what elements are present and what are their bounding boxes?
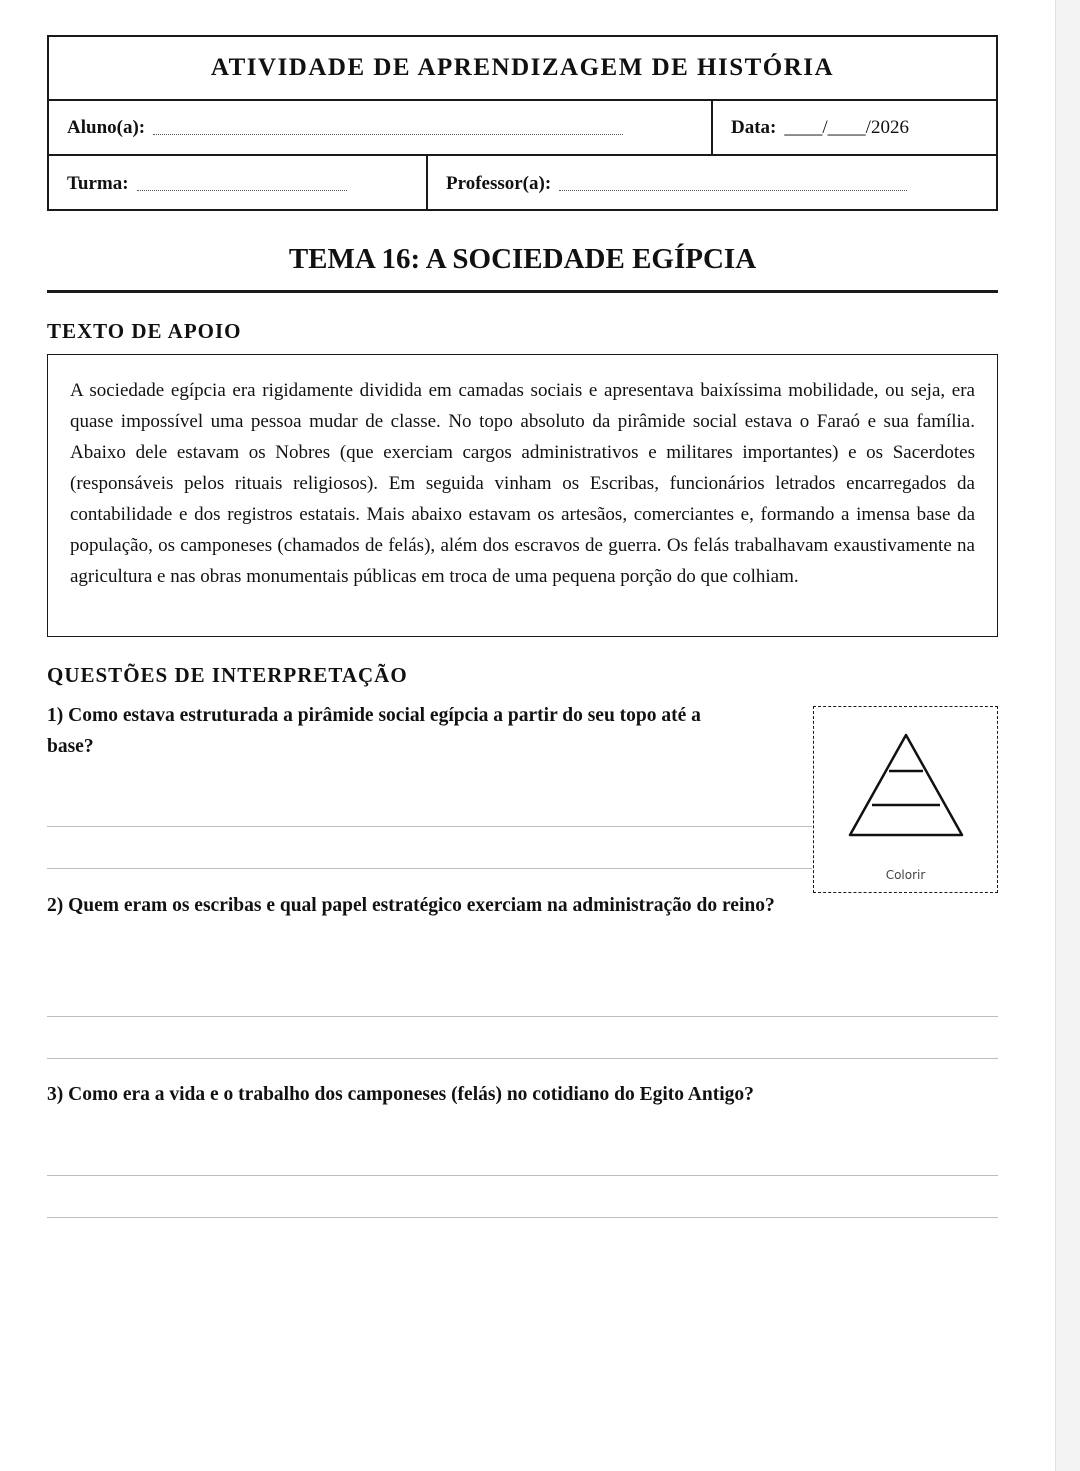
pyramid-label: Colorir <box>885 868 926 882</box>
student-label: Aluno(a): <box>67 116 146 138</box>
answer-line[interactable] <box>47 826 812 827</box>
answer-line[interactable] <box>47 1175 998 1176</box>
teacher-field[interactable] <box>559 176 907 191</box>
teacher-cell <box>428 156 996 211</box>
worksheet-title: ATIVIDADE DE APRENDIZAGEM DE HISTÓRIA <box>49 37 996 101</box>
question-2: 2) Quem eram os escribas e qual papel estratégico exerciam na administração do reino? <box>47 895 775 916</box>
header-row-student <box>49 101 996 156</box>
date-cell <box>713 101 996 154</box>
support-heading: TEXTO DE APOIO <box>47 319 242 343</box>
class-cell <box>49 156 428 211</box>
support-text: A sociedade egípcia era rigidamente dividida em camadas sociais e apresentava baixíssima mobilidade, ou seja, era quase impossível uma pessoa mudar de classe. No topo absoluto da pirâmide social estava o Faraó e sua família. Abaixo dele estavam os Nobres (que exerciam cargos administrativos e militares importantes) e os Sacerdotes (responsáveis pelos rituais religiosos). Em seguida vinham os Escribas, funcionários letrados encarregados da contabilidade e dos registros estatais. Mais abaixo estavam os artesãos, comerciantes e, formando a imensa base da população, os camponeses (chamados de felás), além dos escravos de guerra. Os felás trabalhavam exaustivamente na agricultura e nas obras monumentais públicas em troca de uma pequena porção do que colhiam. <box>70 380 975 587</box>
class-label: Turma: <box>67 172 129 194</box>
questions-heading: QUESTÕES DE INTERPRETAÇÃO <box>47 663 408 687</box>
answer-line[interactable] <box>47 1217 998 1218</box>
answer-line[interactable] <box>47 1016 998 1017</box>
page-edge-strip <box>1055 0 1080 1471</box>
date-label: Data: <box>731 116 777 138</box>
teacher-label: Professor(a): <box>446 172 552 194</box>
header-row-class <box>49 156 996 211</box>
student-name-field[interactable] <box>153 120 623 135</box>
question-1: 1) Como estava estruturada a pirâmide social egípcia a partir do seu topo até a base? <box>47 705 701 757</box>
date-field[interactable]: ____/____/2026 <box>784 116 909 138</box>
theme-title: TEMA 16: A SOCIEDADE EGÍPCIA <box>288 243 757 275</box>
question-3: 3) Como era a vida e o trabalho dos camponeses (felás) no cotidiano do Egito Antigo? <box>47 1084 754 1105</box>
pyramid-icon <box>844 731 968 843</box>
support-text-box <box>47 354 998 637</box>
class-field[interactable] <box>137 176 347 191</box>
answer-line[interactable] <box>47 868 812 869</box>
student-cell <box>49 101 713 154</box>
header-table <box>47 35 998 211</box>
theme-divider <box>47 290 998 293</box>
pyramid-coloring-box[interactable] <box>813 706 998 893</box>
answer-line[interactable] <box>47 1058 998 1059</box>
